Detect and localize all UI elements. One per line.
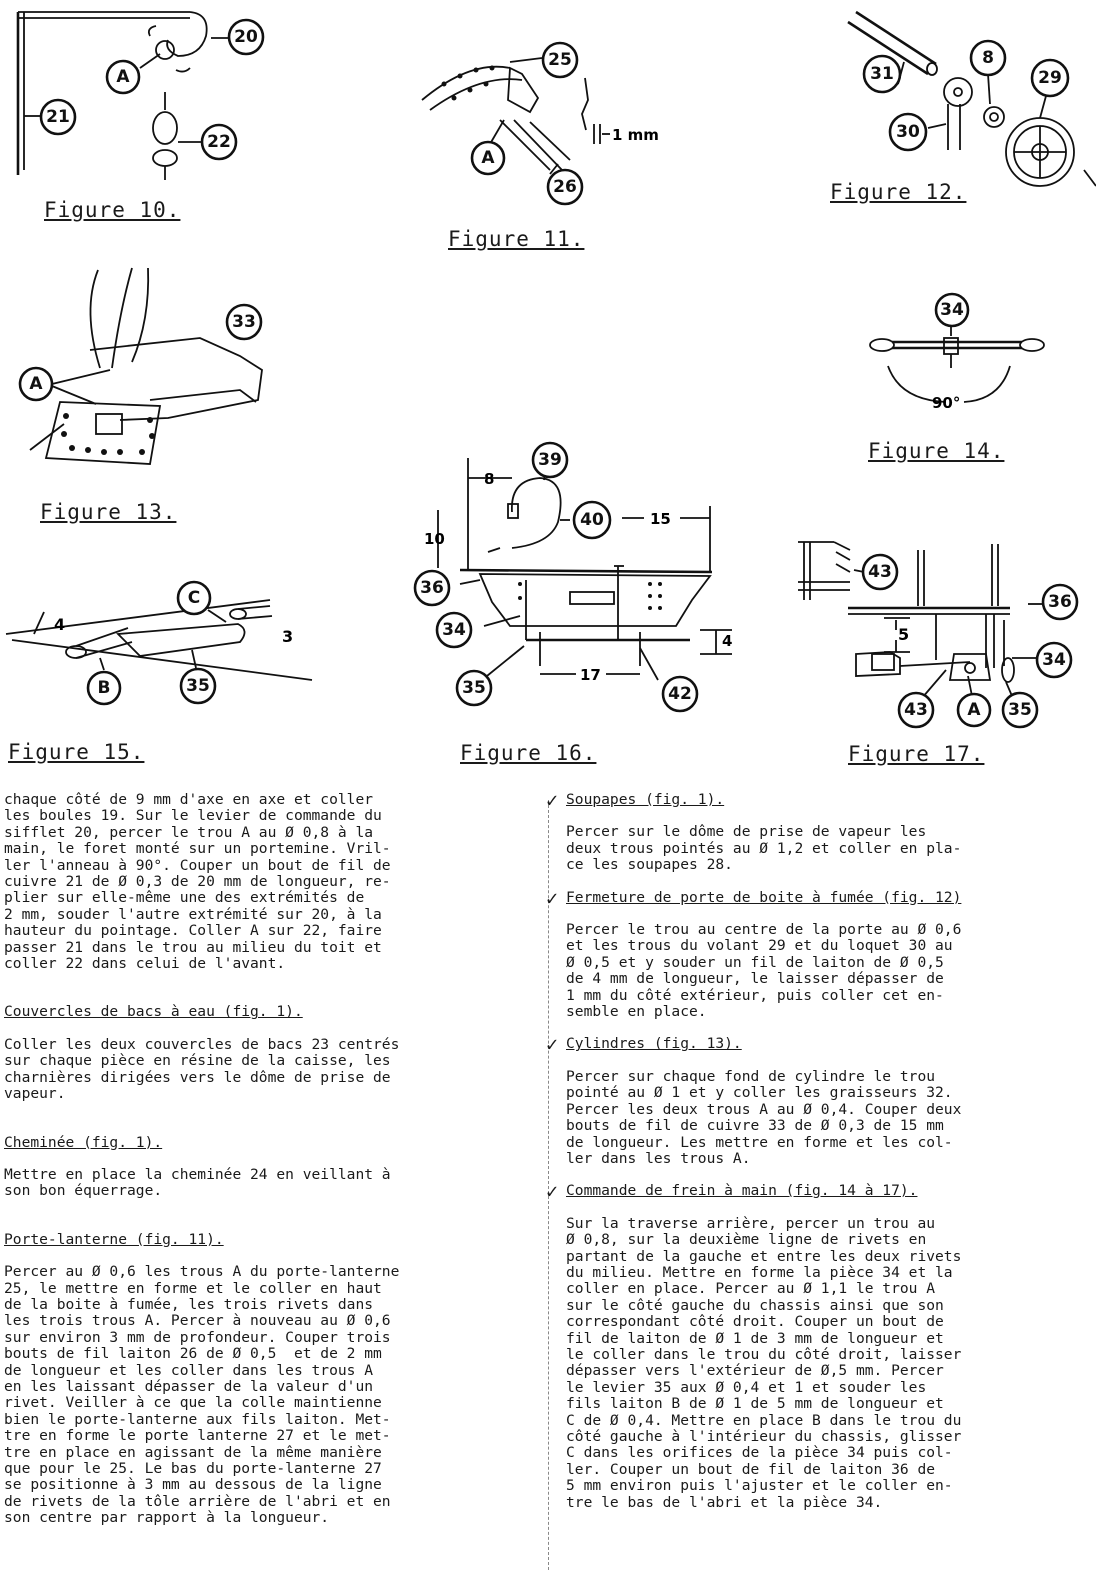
section-heading: Couvercles de bacs à eau (fig. 1). <box>4 1003 303 1021</box>
text-line: bouts de fil laiton 26 de Ø 0,5 et de 2 mm <box>4 1345 382 1363</box>
text-line: fil de laiton de Ø 1 de 3 mm de longueur et <box>566 1329 944 1347</box>
svg-text:35: 35 <box>1008 700 1032 720</box>
text-line: 1 mm du côté extérieur, puis coller cet en- <box>566 986 944 1004</box>
svg-text:A: A <box>116 67 130 87</box>
callout-34 <box>1037 643 1071 677</box>
svg-text:34: 34 <box>1042 650 1066 670</box>
callout-C <box>178 582 210 614</box>
svg-text:34: 34 <box>940 300 964 320</box>
callout-40 <box>574 502 610 538</box>
dimension-8: 8 <box>484 470 495 488</box>
svg-text:30: 30 <box>896 122 920 142</box>
figure-14-caption: Figure 14. <box>868 439 1005 463</box>
text-line: sur environ 3 mm de profondeur. Couper trois <box>4 1328 391 1346</box>
section-heading: Porte-lanterne (fig. 11). <box>4 1230 224 1248</box>
text-line: Percer les deux trous A au Ø 0,4. Couper deux <box>566 1100 962 1118</box>
text-line: C dans les orifices de la pièce 34 puis col- <box>566 1444 953 1462</box>
text-line: tre en place en agissant de la même manière <box>4 1443 382 1461</box>
text-line: sifflet 20, percer le trou A au Ø 0,8 à la <box>4 823 374 841</box>
text-line: C de Ø 0,4. Mettre en place B dans le trou du <box>566 1411 962 1429</box>
callout-42 <box>663 677 697 711</box>
svg-text:36: 36 <box>420 578 444 598</box>
callout-43 <box>899 693 933 727</box>
section-heading: Commande de frein à main (fig. 14 à 17). <box>566 1182 918 1200</box>
callout-A <box>107 61 139 93</box>
text-line: coller en place. Percer au Ø 1,1 le trou A <box>566 1280 936 1298</box>
figure-16-drawing <box>400 440 750 720</box>
callout-21 <box>41 100 75 134</box>
dimension-1mm: 1 mm <box>612 126 659 144</box>
figure-16-caption: Figure 16. <box>460 741 597 765</box>
text-line: Sur la traverse arrière, percer un trou au <box>566 1214 936 1232</box>
figure-11-drawing <box>410 40 680 210</box>
left-column <box>4 792 534 1527</box>
text-line: Percer le trou au centre de la porte au Ø 0,6 <box>566 921 962 939</box>
check-mark: ✓ <box>546 885 559 910</box>
right-column <box>546 788 1092 1511</box>
svg-text:33: 33 <box>232 312 256 332</box>
dimension-4: 4 <box>722 632 733 650</box>
angle-90: 90° <box>932 394 961 412</box>
svg-text:A: A <box>481 148 495 168</box>
dimension-10: 10 <box>424 530 445 548</box>
text-line: son centre par rapport à la longueur. <box>4 1509 330 1527</box>
figure-14-drawing <box>860 280 1060 420</box>
check-mark: ✓ <box>546 788 559 812</box>
svg-text:35: 35 <box>186 676 210 696</box>
text-line: Percer sur chaque fond de cylindre le trou <box>566 1067 936 1085</box>
text-line: semble en place. <box>566 1003 707 1021</box>
callout-35 <box>181 669 215 703</box>
svg-text:29: 29 <box>1038 68 1062 88</box>
svg-text:39: 39 <box>538 450 562 470</box>
dimension-17: 17 <box>580 666 601 684</box>
text-line: dépasser vers l'extérieur de Ø,5 mm. Percer <box>566 1362 944 1380</box>
text-line: ce les soupapes 28. <box>566 856 733 874</box>
callout-30 <box>890 114 926 150</box>
text-line: et les trous du volant 29 et du loquet 30 au <box>566 937 953 955</box>
dimension-3: 3 <box>282 627 294 646</box>
text-line: passer 21 dans le trou au milieu du toit et <box>4 938 382 956</box>
check-mark: ✓ <box>546 1032 559 1057</box>
figure-13-drawing <box>0 250 290 500</box>
svg-text:A: A <box>29 374 43 394</box>
svg-text:21: 21 <box>46 107 70 127</box>
figure-13-caption: Figure 13. <box>40 500 177 524</box>
text-line: côté gauche à l'intérieur du chassis, glisser <box>566 1428 962 1445</box>
text-line: Ø 0,5 et y souder un fil de laiton de Ø 0,5 <box>566 953 944 971</box>
callout-A <box>472 142 504 174</box>
text-line: les boules 19. Sur le levier de commande du <box>4 807 382 825</box>
svg-text:B: B <box>97 678 111 698</box>
text-line: 2 mm, souder l'autre extrémité sur 20, à la <box>4 905 382 923</box>
text-line: correspondant côté droit. Couper un bout de <box>566 1313 944 1331</box>
text-line: de la boite à fumée, les trois rivets dans <box>4 1295 374 1313</box>
callout-20 <box>229 20 263 54</box>
text-line: vapeur. <box>4 1085 66 1103</box>
text-line: deux trous pointés au Ø 1,2 et coller en pla- <box>566 839 962 857</box>
svg-text:43: 43 <box>868 562 892 582</box>
text-line: se positionne à 3 mm au dessous de la ligne <box>4 1476 382 1494</box>
svg-text:34: 34 <box>442 620 466 640</box>
check-mark: ✓ <box>546 1179 559 1204</box>
figure-12-caption: Figure 12. <box>830 180 967 204</box>
callout-26 <box>548 170 582 204</box>
callout-8 <box>971 41 1005 75</box>
svg-text:31: 31 <box>870 64 894 84</box>
text-line: le levier 35 aux Ø 0,4 et 1 et souder les <box>566 1378 927 1396</box>
text-line: partant de la gauche et entre les deux rivets <box>566 1247 962 1265</box>
text-line: main, le foret monté sur un portemine. Vril- <box>4 840 391 858</box>
text-line: coller 22 dans celui de l'avant. <box>4 955 286 973</box>
text-line: tre en forme le porte lanterne 27 et le met- <box>4 1427 391 1445</box>
text-line: le coller dans le trou du côté droit, laisser <box>566 1345 962 1363</box>
figure-17-drawing <box>790 530 1090 740</box>
text-line: de rivets de la tôle arrière de l'abri et en <box>4 1492 391 1510</box>
callout-35 <box>1003 693 1037 727</box>
callout-B <box>88 672 120 704</box>
callout-A <box>20 368 52 400</box>
svg-text:A: A <box>967 700 981 720</box>
callout-29 <box>1032 60 1068 96</box>
callout-25 <box>543 43 577 77</box>
callout-39 <box>533 443 567 477</box>
text-line: de longueur. Les mettre en forme et les col- <box>566 1133 953 1151</box>
text-line: hauteur du pointage. Coller A sur 22, faire <box>4 922 382 940</box>
svg-text:20: 20 <box>234 27 258 47</box>
text-line: ler dans les trous A. <box>566 1149 751 1167</box>
svg-text:C: C <box>187 588 201 608</box>
text-line: fils laiton B de Ø 1 de 5 mm de longueur et <box>566 1395 944 1413</box>
svg-text:40: 40 <box>580 510 604 530</box>
text-line: les trois trous A. Percer à nouveau au Ø 0,6 <box>4 1312 391 1330</box>
figure-15-drawing <box>0 570 340 720</box>
text-line: de longueur et les coller dans les trous A <box>4 1361 374 1379</box>
figure-12-drawing <box>840 0 1096 200</box>
dimension-4: 4 <box>54 615 66 634</box>
figure-10-caption: Figure 10. <box>44 198 181 222</box>
section-heading: Cheminée (fig. 1). <box>4 1133 163 1151</box>
figure-17-caption: Figure 17. <box>848 742 985 766</box>
text-line: charnières dirigées vers le dôme de prise de <box>4 1068 391 1086</box>
text-line: ler. Couper un bout de fil de laiton 36 de <box>566 1460 936 1478</box>
text-line: rivet. Veiller à ce que la colle maintienne <box>4 1394 382 1412</box>
svg-text:42: 42 <box>668 684 692 704</box>
text-line: plier sur elle-même une des extrémités de <box>4 889 365 907</box>
text-line: Ø 0,8, sur la deuxième ligne de rivets en <box>566 1231 927 1249</box>
text-line: sur chaque pièce en résine de la caisse, les <box>4 1052 391 1070</box>
svg-text:8: 8 <box>982 48 994 68</box>
text-line: chaque côté de 9 mm d'axe en axe et coller <box>4 791 374 808</box>
figure-10-drawing <box>0 0 280 200</box>
svg-text:26: 26 <box>553 177 577 197</box>
callout-43 <box>863 555 897 589</box>
text-line: que pour le 25. Le bas du porte-lanterne 27 <box>4 1460 382 1477</box>
dimension-5: 5 <box>898 625 910 644</box>
svg-text:35: 35 <box>462 678 486 698</box>
svg-text:43: 43 <box>904 700 928 720</box>
section-heading: Soupapes (fig. 1). <box>566 791 725 808</box>
text-line: bien le porte-lanterne aux fils laiton. Met- <box>4 1410 391 1428</box>
svg-text:36: 36 <box>1048 592 1072 612</box>
svg-text:25: 25 <box>548 50 572 70</box>
text-line: cuivre 21 de Ø 0,3 de 20 mm de longueur, re- <box>4 873 391 891</box>
callout-31 <box>864 56 900 92</box>
callout-34 <box>936 294 968 326</box>
text-line: 5 mm environ puis l'ajuster et le coller en- <box>566 1477 953 1495</box>
text-line: Percer au Ø 0,6 les trous A du porte-lanterne <box>4 1263 400 1281</box>
text-line: Mettre en place la cheminée 24 en veillant à <box>4 1165 391 1183</box>
callout-33 <box>227 305 261 339</box>
text-line: de 4 mm de longueur, le laisser dépasser de <box>566 970 944 988</box>
text-line: du milieu. Mettre en forme la pièce 34 et la <box>566 1263 953 1281</box>
callout-A <box>958 694 990 726</box>
text-line: Coller les deux couvercles de bacs 23 centrés <box>4 1035 400 1053</box>
callout-35 <box>457 671 491 705</box>
callout-36 <box>1043 585 1077 619</box>
text-line: ler l'anneau à 90°. Couper un bout de fil de <box>4 856 391 874</box>
text-line: 25, le mettre en forme et le coller en haut <box>4 1279 382 1297</box>
text-line: son bon équerrage. <box>4 1182 163 1200</box>
text-line: bouts de fil de cuivre 33 de Ø 0,3 de 15 mm <box>566 1117 944 1135</box>
text-line: pointé au Ø 1 et y coller les graisseurs 32. <box>566 1084 953 1102</box>
text-line: Percer sur le dôme de prise de vapeur les <box>566 823 927 841</box>
callout-36 <box>415 571 449 605</box>
svg-text:22: 22 <box>207 132 231 152</box>
figure-15-caption: Figure 15. <box>8 740 145 764</box>
text-line: sur le côté gauche du chassis ainsi que son <box>566 1296 944 1314</box>
callout-34 <box>437 613 471 647</box>
text-line: en les laissant dépasser de la valeur d'un <box>4 1377 374 1395</box>
section-heading: Fermeture de porte de boite à fumée (fig. 12) <box>566 888 962 906</box>
dimension-15: 15 <box>650 510 671 528</box>
figure-11-caption: Figure 11. <box>448 227 585 251</box>
callout-22 <box>202 125 236 159</box>
text-line: tre le bas de l'abri et la pièce 34. <box>566 1493 883 1511</box>
section-heading: Cylindres (fig. 13). <box>566 1035 742 1053</box>
